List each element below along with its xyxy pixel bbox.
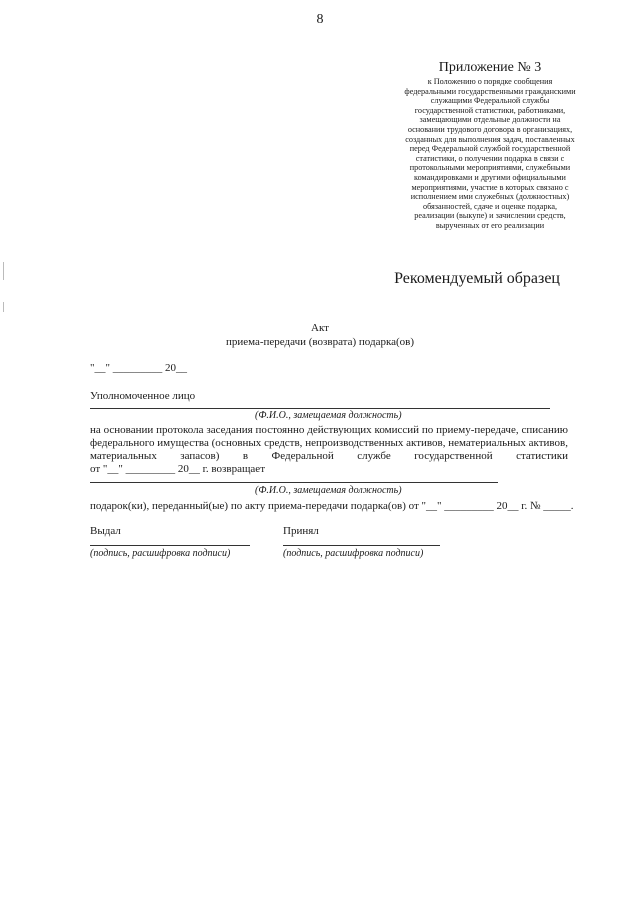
appendix-line: обязанностей, сдаче и оценке подарка, [422, 201, 558, 211]
return-line: от "__" _________ 20__ г. возвращает [90, 463, 265, 475]
appendix-line: созданных для выполнения задач, поставленных [405, 134, 575, 144]
appendix-line: реализации (выкупе) и зачислении средств, [414, 211, 566, 221]
page-number: 8 [316, 12, 324, 27]
appendix-line: федеральными государственными гражданскими [404, 86, 576, 96]
signature-line-received [283, 545, 440, 546]
fio-input-line-2 [90, 482, 498, 483]
appendix-line: к Положению о порядке сообщения [427, 77, 553, 86]
scan-margin-mark [3, 262, 4, 280]
appendix-line: перед Федеральной службой государственной [409, 144, 571, 154]
appendix-line: государственной статистики, работниками, [414, 105, 566, 115]
signature-line-issued [90, 545, 250, 546]
appendix-line: вырученных от его реализации [435, 220, 545, 230]
appendix-line: мероприятиями, участие в которых связано с [411, 182, 569, 192]
appendix-title: Приложение № 3 [438, 60, 542, 75]
appendix-line: исполнением ими служебных (должностных) [410, 192, 570, 202]
appendix-line: командировками и другими официальными [414, 172, 566, 182]
scan-margin-mark [3, 302, 4, 312]
appendix-line: замещающими отдельные должности на [419, 115, 561, 125]
received-label: Принял [283, 525, 319, 537]
appendix-body [380, 77, 600, 231]
basis-line: материальных запасов) в Федеральной службе государственной статистики [90, 450, 568, 462]
sample-label: Рекомендуемый образец [394, 270, 560, 287]
date-line: "__" _________ 20__ [90, 362, 187, 374]
fio-hint-2: (Ф.И.О., замещаемая должность) [255, 485, 402, 496]
authorized-person-label: Уполномоченное лицо [90, 390, 196, 402]
signature-hint-received: (подпись, расшифровка подписи) [283, 548, 424, 559]
issued-label: Выдал [90, 525, 121, 537]
appendix-line: статистики, о получении подарка в связи с [415, 153, 565, 163]
act-title: Акт [311, 322, 329, 334]
signature-hint-issued: (подпись, расшифровка подписи) [90, 548, 231, 559]
act-subtitle: приема-передачи (возврата) подарка(ов) [225, 336, 415, 348]
appendix-line: основании трудового договора в организациях, [407, 124, 573, 134]
fio-hint-1: (Ф.И.О., замещаемая должность) [255, 410, 402, 421]
basis-line: на основании протокола заседания постоянно действующих комиссий по приему-передаче, списанию [90, 424, 568, 436]
appendix-line: протокольными мероприятиями, служебными [409, 163, 571, 173]
appendix-line: служащими Федеральной службы [430, 96, 550, 106]
basis-line: федерального имущества (основных средств, непроизводственных активов, нематериальных активов, [90, 437, 568, 449]
gift-line: подарок(ки), переданный(ые) по акту приема-передачи подарка(ов) от "__" _________ 20__ г. № _____. [90, 500, 574, 512]
fio-input-line-1 [90, 408, 550, 409]
